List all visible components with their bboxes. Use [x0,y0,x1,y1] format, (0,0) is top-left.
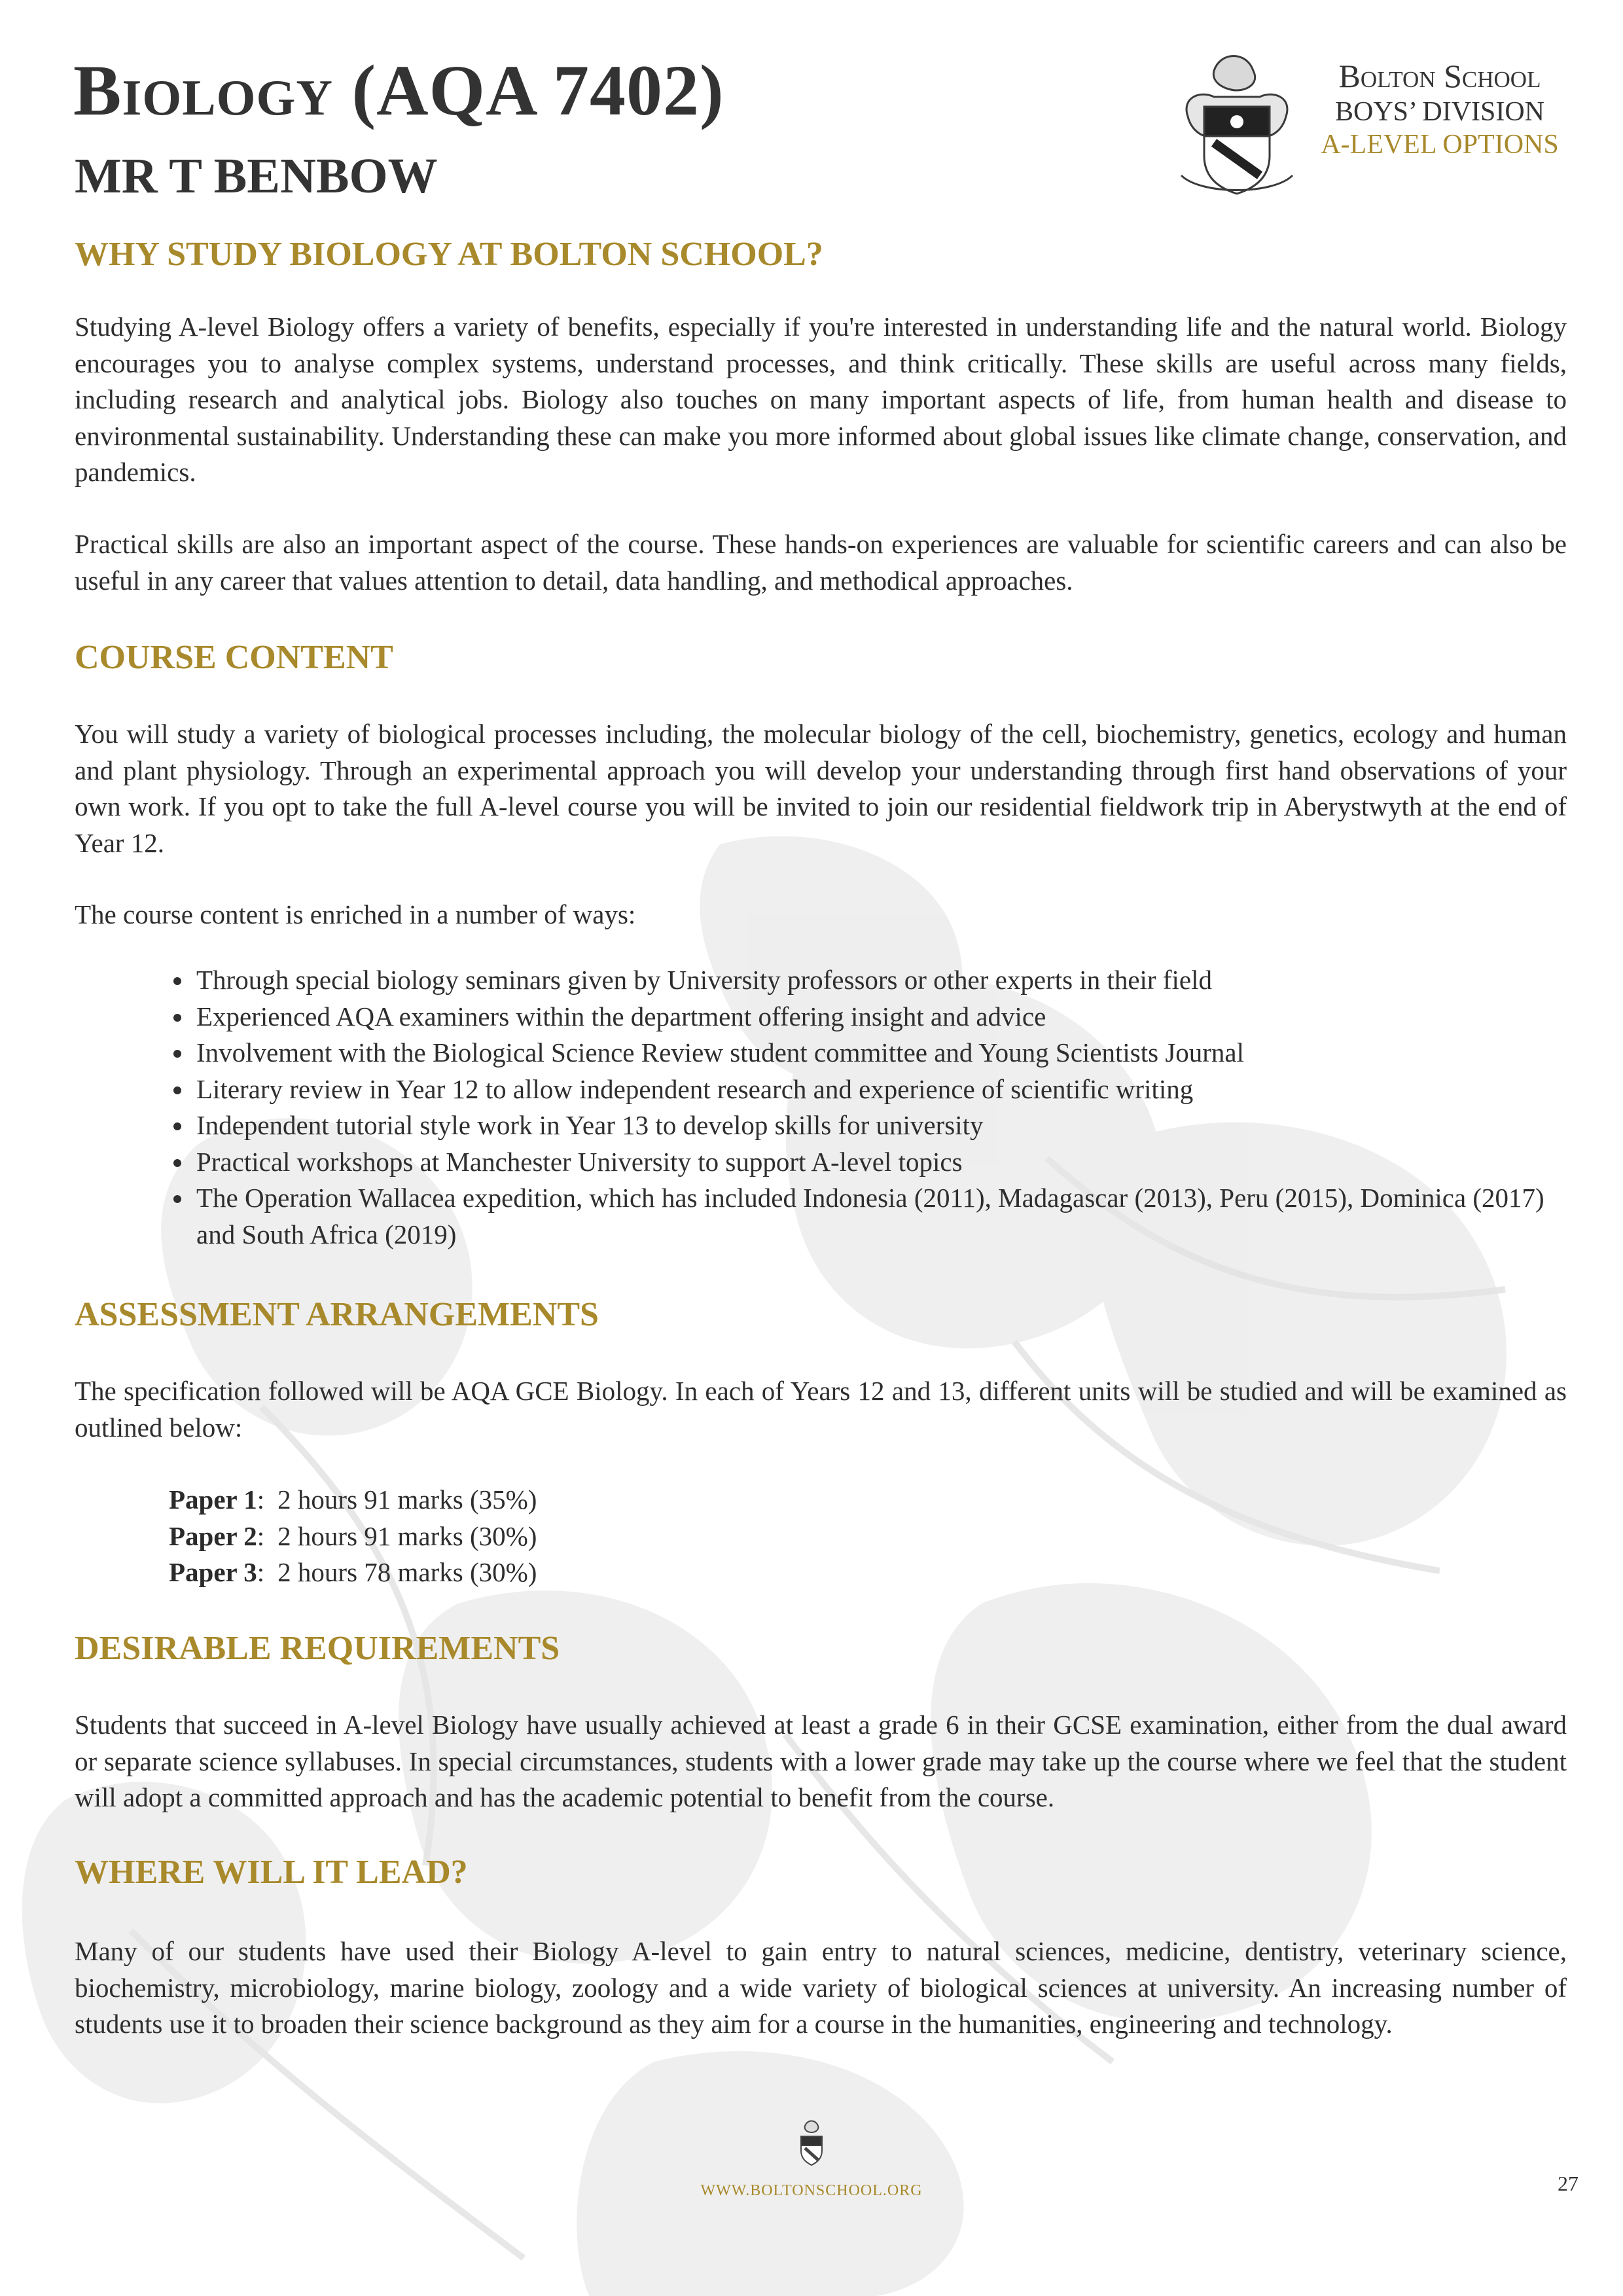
paper-label: Paper 3 [169,1557,257,1587]
footer-website-link[interactable]: WWW.BOLTONSCHOOL.ORG [700,2182,923,2199]
section-heading-assessment: ASSESSMENT ARRANGEMENTS [75,1296,599,1333]
list-item: • Through special biology seminars given by University professors or other experts in their field [194,962,1568,999]
school-division: BOYS’ DIVISION [1334,97,1545,127]
school-options-label: A-LEVEL OPTIONS [1321,130,1559,160]
school-crest-icon [1175,45,1299,202]
section-heading-why: WHY STUDY BIOLOGY AT BOLTON SCHOOL? [75,236,823,273]
paper-row: Paper 2: 2 hours 91 marks (30%) [169,1520,537,1551]
list-item: • Literary review in Year 12 to allow independent research and experience of scientific writing [194,1071,1568,1108]
assessment-paragraph: The specification followed will be AQA GCE Biology. In each of Years 12 and 13, different units will be studied and will be examined as outlined below: [75,1376,1567,1443]
why-paragraph-1: Studying A-level Biology offers a variety of benefits, especially if you're interested in understanding life and the natural world. Biology encourages you to analyse complex systems, understand processes, and think critically. These skills are useful across many fields, including research and analytical jobs. Biology also touches on many important aspects of life, from human health and disease to environmental sustainability. Understanding these can make you more informed about global issues like climate change, conservation, and pandemics. [75,312,1567,487]
teacher-name: MR T BENBOW [75,149,438,204]
paper-detail: 2 hours 91 marks (30%) [277,1520,537,1551]
paper-detail: 2 hours 78 marks (30%) [277,1557,537,1587]
paper-list [169,1482,537,1591]
footer-crest-icon [791,2117,832,2168]
section-heading-content: COURSE CONTENT [75,639,393,676]
list-item: • The Operation Wallacea expedition, which has included Indonesia (2011), Madagascar (2013), Peru (2015), Dominica (2017) and South Africa (2019) [194,1180,1568,1253]
list-item: • Independent tutorial style work in Year 13 to develop skills for university [194,1107,1568,1144]
list-item: • Involvement with the Biological Science Review student committee and Young Scientists Journal [194,1035,1568,1071]
page-title: Biology (AQA 7402) [73,50,724,130]
enrichment-list [166,962,1568,1253]
list-item: • Practical workshops at Manchester University to support A-level topics [194,1144,1568,1181]
paper-row: Paper 1: 2 hours 91 marks (35%) [169,1484,537,1515]
requirements-paragraph: Students that succeed in A-level Biology have usually achieved at least a grade 6 in their GCSE examination, either from the dual award or separate science syllabuses. In special circumstances, students with a lower grade may take up the course where we feel that the student will adopt a committed approach and has the academic potential to benefit from the course. [75,1710,1567,1812]
paper-label: Paper 1 [169,1484,257,1515]
paper-detail: 2 hours 91 marks (35%) [277,1484,537,1515]
section-heading-lead: WHERE WILL IT LEAD? [75,1854,468,1891]
section-heading-requirements: DESIRABLE REQUIREMENTS [75,1630,560,1667]
page-number: 27 [1558,2172,1578,2195]
paper-row: Paper 3: 2 hours 78 marks (30%) [169,1557,537,1587]
content-paragraph-2: The course content is enriched in a number of ways: [75,899,636,929]
lead-paragraph: Many of our students have used their Biology A-level to gain entry to natural sciences, medicine, dentistry, veterinary science, biochemistry, microbiology, marine biology, zoology and a wide variety of biological sciences at university. An increasing number of students use it to broaden their science background as they aim for a course in the humanities, engineering and technology. [75,1936,1567,2039]
why-paragraph-2: Practical skills are also an important aspect of the course. These hands-on experiences are valuable for scientific careers and can also be useful in any career that values attention to detail, data handling, and methodical approaches. [75,529,1567,596]
content-paragraph-1: You will study a variety of biological processes including, the molecular biology of the cell, biochemistry, genetics, ecology and human and plant physiology. Through an experimental approach you will develop your understanding through first hand observations of your own work. If you opt to take the full A-level course you will be invited to join our residential fieldwork trip in Aberystwyth at the end of Year 12. [75,719,1567,858]
school-name: Bolton School [1338,58,1541,94]
school-identity [1302,56,1577,162]
list-item: • Experienced AQA examiners within the department offering insight and advice [194,999,1568,1035]
paper-label: Paper 2 [169,1520,257,1551]
